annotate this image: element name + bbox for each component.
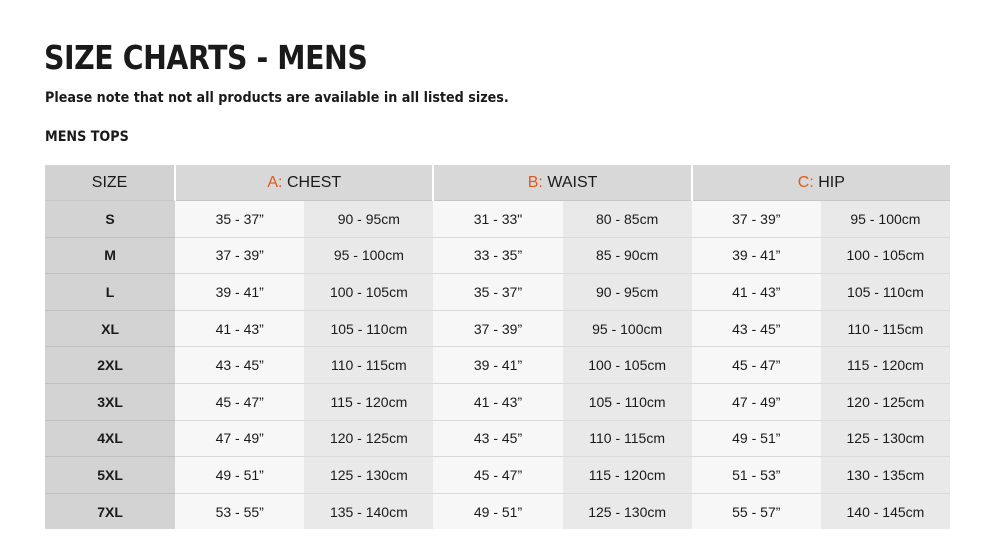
table-row (45, 310, 950, 347)
chest-inches-cell: 37 - 39” (175, 237, 304, 274)
waist-inches-cell: 39 - 41” (433, 347, 562, 384)
chest-cm-cell: 90 - 95cm (304, 201, 433, 237)
hip-label: HIP (818, 174, 845, 191)
waist-inches-cell: 41 - 43” (433, 383, 562, 420)
size-cell: 7XL (45, 493, 175, 529)
chest-column-header (175, 165, 433, 201)
chest-inches-cell: 41 - 43” (175, 310, 304, 347)
hip-cm-cell: 140 - 145cm (821, 493, 950, 529)
chest-cm-cell: 110 - 115cm (304, 347, 433, 384)
chest-inches-cell: 45 - 47” (175, 383, 304, 420)
size-chart-table (45, 165, 950, 529)
table-row (45, 274, 950, 311)
size-cell: 3XL (45, 383, 175, 420)
table-header-row (45, 165, 950, 201)
chest-cm-cell: 135 - 140cm (304, 493, 433, 529)
chest-cm-cell: 95 - 100cm (304, 237, 433, 274)
hip-cm-cell: 105 - 110cm (821, 274, 950, 311)
hip-inches-cell: 37 - 39” (692, 201, 821, 237)
waist-column-header (433, 165, 691, 201)
table-body (45, 201, 950, 529)
waist-inches-cell: 35 - 37” (433, 274, 562, 311)
hip-inches-cell: 43 - 45” (692, 310, 821, 347)
waist-label: WAIST (547, 174, 598, 191)
availability-note: Please note that not all products are available in all listed sizes. (45, 90, 509, 106)
table-row (45, 201, 950, 237)
section-heading-mens-tops: MENS TOPS (45, 129, 129, 145)
hip-inches-cell: 41 - 43” (692, 274, 821, 311)
size-cell: 4XL (45, 420, 175, 457)
chest-inches-cell: 35 - 37” (175, 201, 304, 237)
waist-letter: B: (527, 174, 543, 191)
chest-inches-cell: 43 - 45” (175, 347, 304, 384)
chest-cm-cell: 125 - 130cm (304, 457, 433, 494)
size-cell: 2XL (45, 347, 175, 384)
waist-inches-cell: 33 - 35” (433, 237, 562, 274)
waist-inches-cell: 45 - 47” (433, 457, 562, 494)
hip-inches-cell: 51 - 53” (692, 457, 821, 494)
hip-column-header (692, 165, 950, 201)
table-row (45, 383, 950, 420)
chest-cm-cell: 115 - 120cm (304, 383, 433, 420)
chest-cm-cell: 105 - 110cm (304, 310, 433, 347)
table-row (45, 237, 950, 274)
chest-inches-cell: 47 - 49” (175, 420, 304, 457)
waist-cm-cell: 90 - 95cm (563, 274, 692, 311)
waist-cm-cell: 125 - 130cm (563, 493, 692, 529)
hip-cm-cell: 115 - 120cm (821, 347, 950, 384)
chest-inches-cell: 53 - 55” (175, 493, 304, 529)
waist-inches-cell: 37 - 39” (433, 310, 562, 347)
hip-inches-cell: 47 - 49” (692, 383, 821, 420)
size-cell: S (45, 201, 175, 237)
waist-inches-cell: 31 - 33" (433, 201, 562, 237)
hip-cm-cell: 110 - 115cm (821, 310, 950, 347)
waist-cm-cell: 110 - 115cm (563, 420, 692, 457)
table-row (45, 493, 950, 529)
hip-cm-cell: 120 - 125cm (821, 383, 950, 420)
waist-inches-cell: 43 - 45” (433, 420, 562, 457)
chest-letter: A: (267, 174, 283, 191)
hip-letter: C: (797, 174, 814, 191)
size-cell: M (45, 237, 175, 274)
table-row (45, 457, 950, 494)
hip-inches-cell: 45 - 47” (692, 347, 821, 384)
chest-cm-cell: 120 - 125cm (304, 420, 433, 457)
waist-cm-cell: 85 - 90cm (563, 237, 692, 274)
hip-inches-cell: 55 - 57” (692, 493, 821, 529)
table-row (45, 420, 950, 457)
chest-label: CHEST (286, 174, 342, 191)
size-cell: XL (45, 310, 175, 347)
hip-cm-cell: 125 - 130cm (821, 420, 950, 457)
waist-inches-cell: 49 - 51” (433, 493, 562, 529)
page-title: SIZE CHARTS - MENS (44, 38, 368, 77)
waist-cm-cell: 105 - 110cm (563, 383, 692, 420)
waist-cm-cell: 115 - 120cm (563, 457, 692, 494)
hip-inches-cell: 49 - 51” (692, 420, 821, 457)
hip-cm-cell: 130 - 135cm (821, 457, 950, 494)
hip-cm-cell: 100 - 105cm (821, 237, 950, 274)
hip-inches-cell: 39 - 41” (692, 237, 821, 274)
waist-cm-cell: 100 - 105cm (563, 347, 692, 384)
size-cell: L (45, 274, 175, 311)
table-row (45, 347, 950, 384)
chest-cm-cell: 100 - 105cm (304, 274, 433, 311)
chest-inches-cell: 39 - 41” (175, 274, 304, 311)
size-cell: 5XL (45, 457, 175, 494)
chest-inches-cell: 49 - 51” (175, 457, 304, 494)
waist-cm-cell: 80 - 85cm (563, 201, 692, 237)
hip-cm-cell: 95 - 100cm (821, 201, 950, 237)
size-column-header: SIZE (45, 165, 175, 201)
waist-cm-cell: 95 - 100cm (563, 310, 692, 347)
